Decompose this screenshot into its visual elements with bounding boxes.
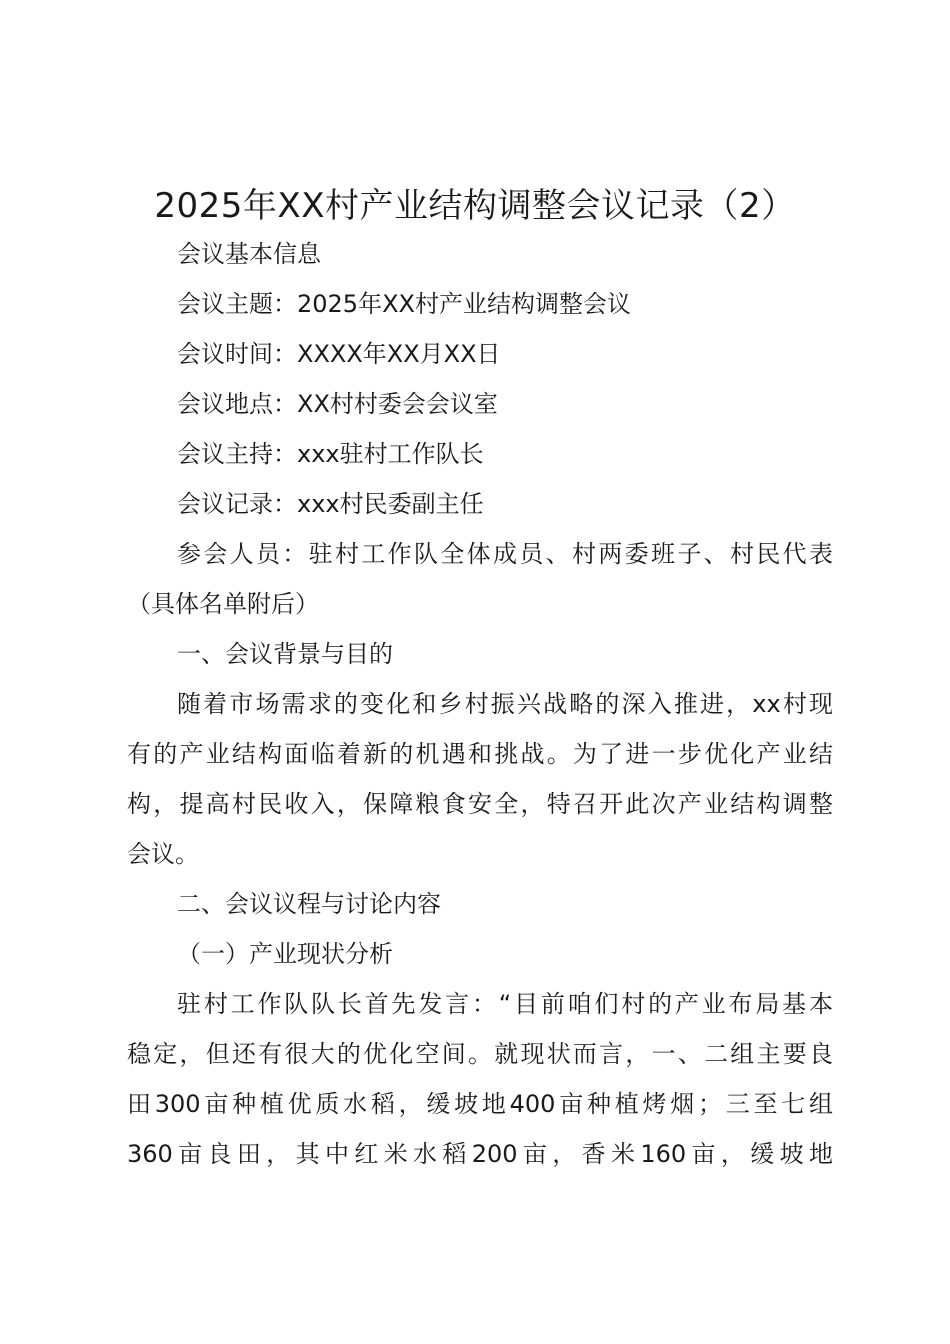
section-heading-agenda: 二、会议议程与讨论内容 [177, 890, 441, 918]
section-heading-background: 一、会议背景与目的 [177, 640, 393, 668]
paragraph-line: 会议。 [127, 840, 199, 868]
paragraph-line: 360亩良田，其中红米水稻200亩，香米160亩，缓坡地 [127, 1140, 833, 1168]
document-title: 2025年XX村产业结构调整会议记录（2） [154, 186, 796, 226]
meeting-attendees-continued: （具体名单附后） [127, 590, 319, 618]
paragraph-line: 随着市场需求的变化和乡村振兴战略的深入推进，xx村现 [177, 690, 833, 718]
paragraph-line: 驻村工作队队长首先发言：“目前咱们村的产业布局基本 [177, 990, 833, 1018]
meeting-time: 会议时间：XXXX年XX月XX日 [177, 340, 501, 368]
meeting-topic: 会议主题：2025年XX村产业结构调整会议 [177, 290, 631, 318]
paragraph-line: 稳定，但还有很大的优化空间。就现状而言，一、二组主要良 [127, 1040, 833, 1068]
meeting-recorder: 会议记录：xxx村民委副主任 [177, 490, 484, 518]
meeting-attendees: 参会人员：驻村工作队全体成员、村两委班子、村民代表 [177, 540, 833, 568]
paragraph-line: 田300亩种植优质水稻，缓坡地400亩种植烤烟；三至七组 [127, 1090, 833, 1118]
subsection-heading-status: （一）产业现状分析 [177, 940, 393, 968]
meeting-host: 会议主持：xxx驻村工作队长 [177, 440, 484, 468]
meeting-location: 会议地点：XX村村委会会议室 [177, 390, 498, 418]
paragraph-line: 有的产业结构面临着新的机遇和挑战。为了进一步优化产业结 [127, 740, 833, 768]
paragraph-line: 构，提高村民收入，保障粮食安全，特召开此次产业结构调整 [127, 790, 833, 818]
section-heading-basic-info: 会议基本信息 [177, 240, 321, 268]
